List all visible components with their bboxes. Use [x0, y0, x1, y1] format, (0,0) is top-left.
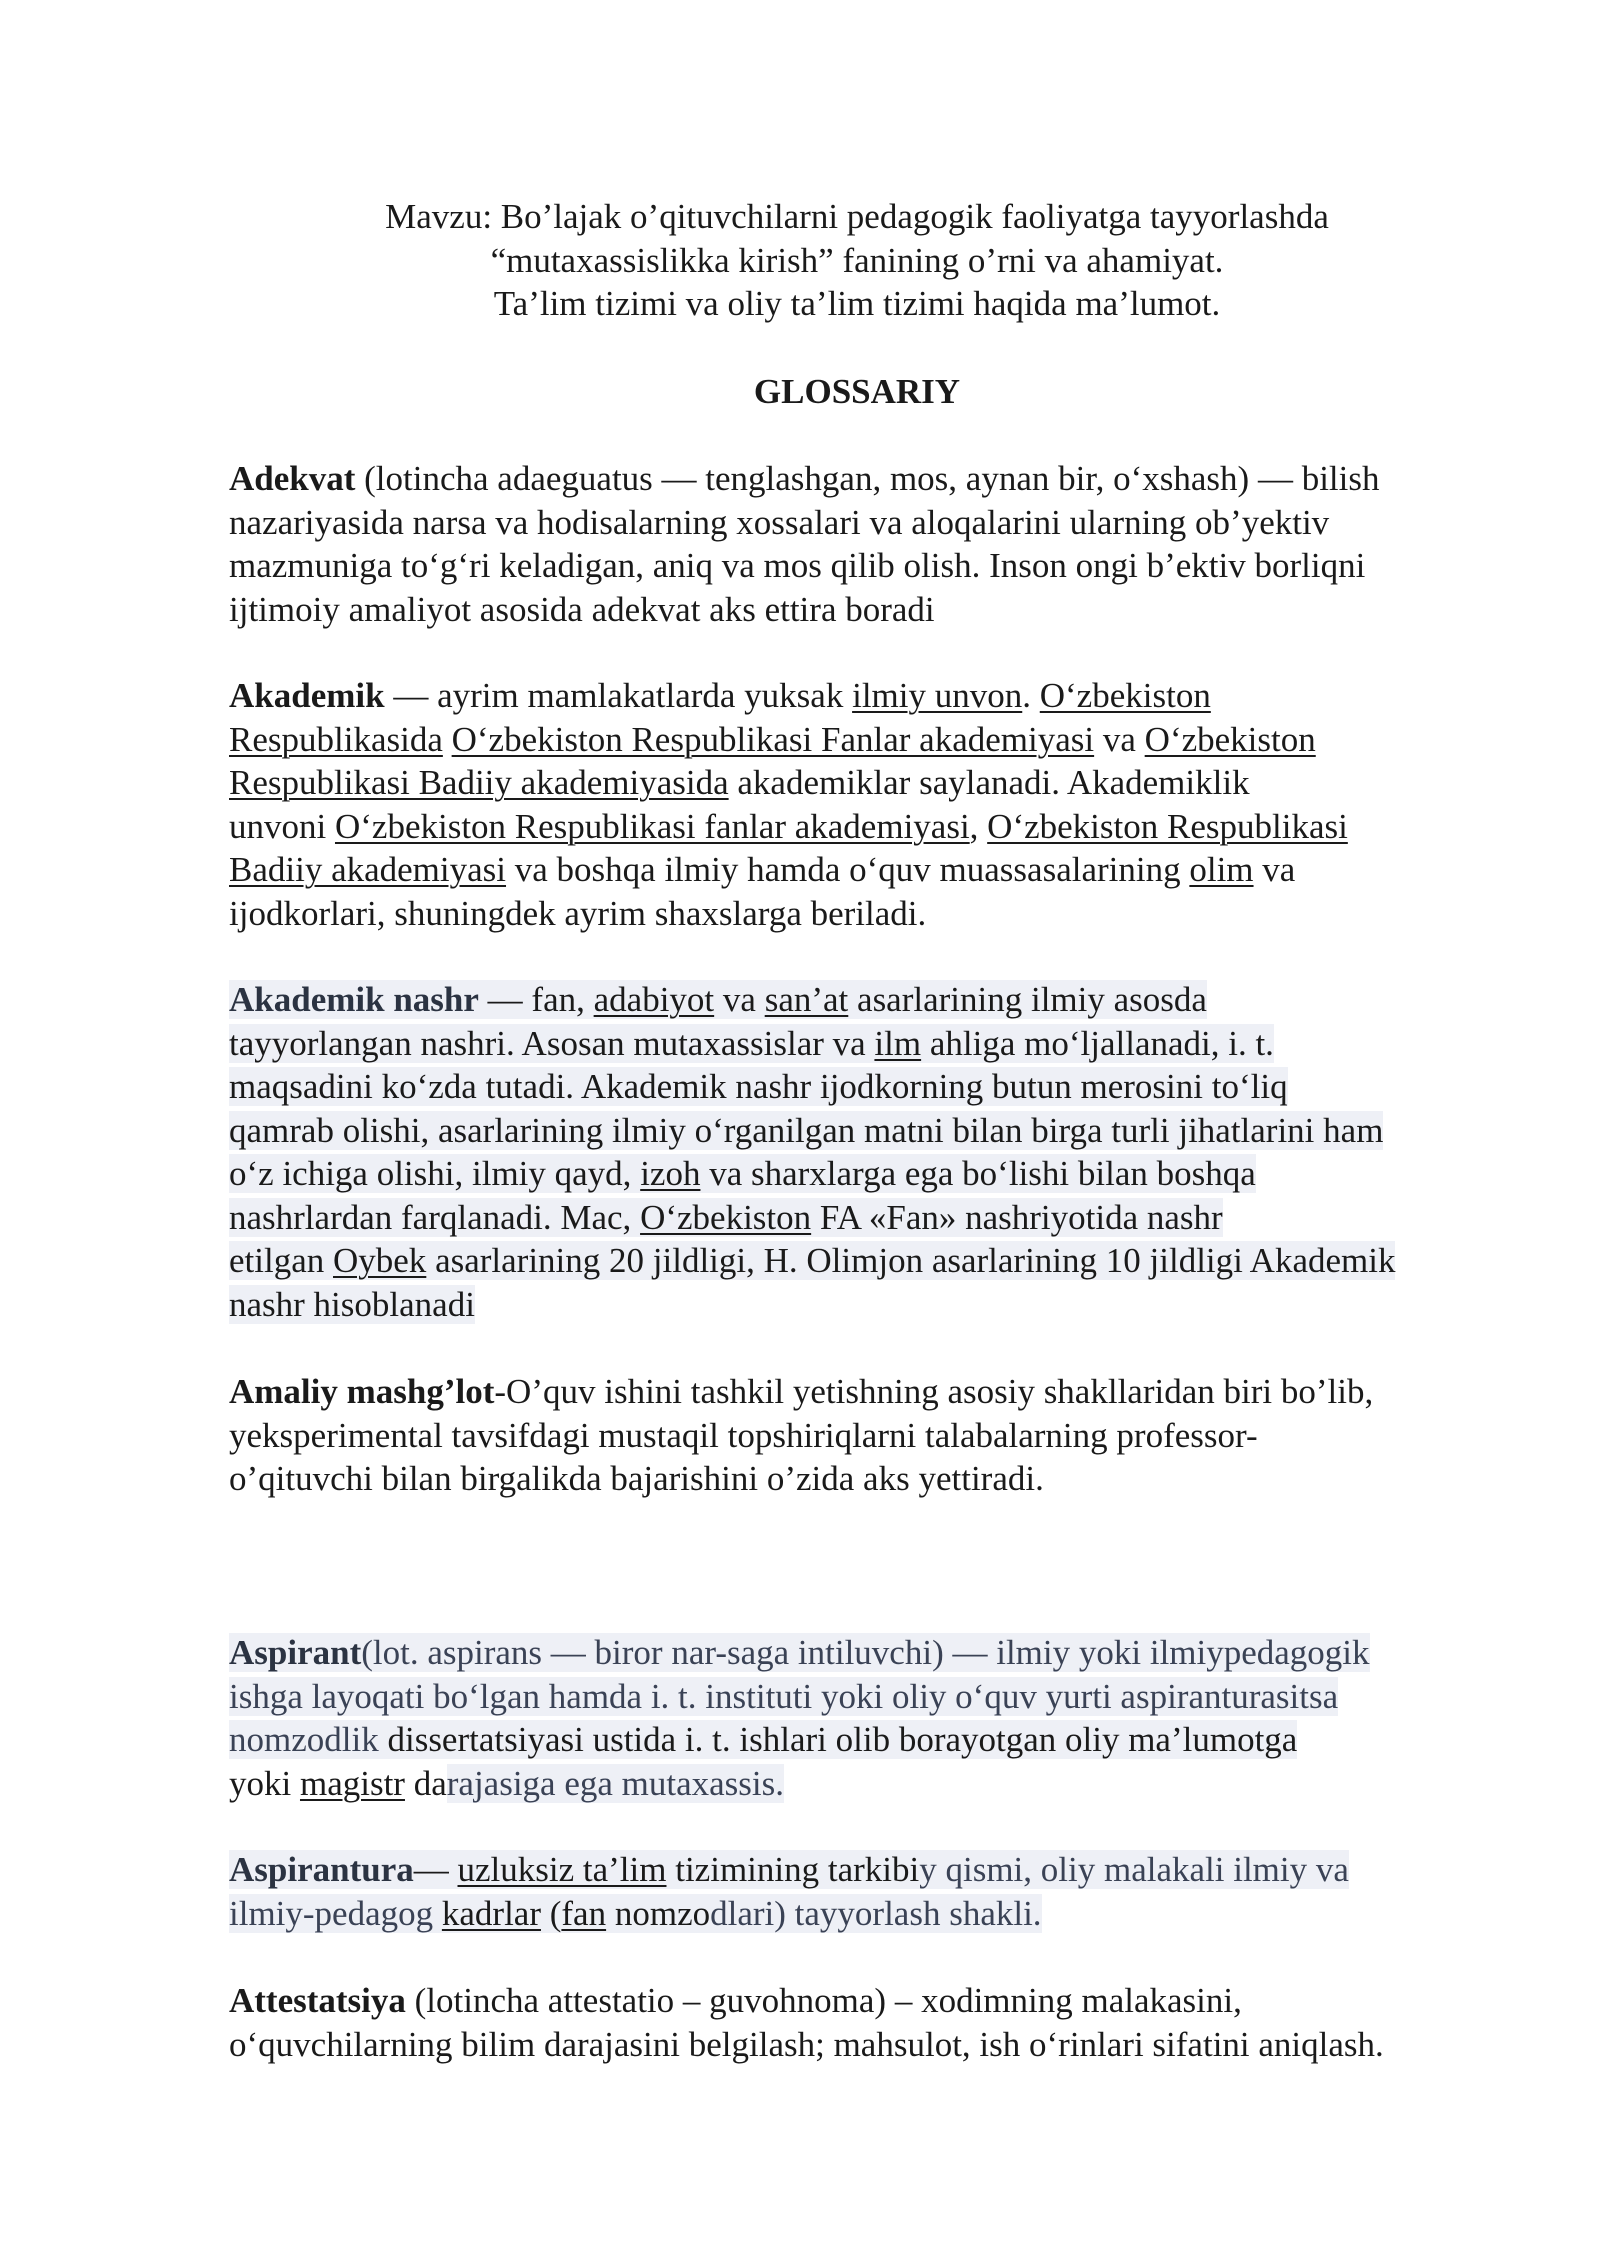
definition-text — [443, 720, 452, 759]
definition-text: mazmuniga toʻgʻri keladigan, aniq va mos qilib olish. Inson ongi bʼektiv borliqni — [229, 546, 1366, 585]
definition-text: va — [1094, 719, 1145, 759]
definition-text: , — [969, 806, 988, 846]
definition-text: dlari) tayyorlash shakli. — [710, 1893, 1042, 1933]
link-olim[interactable]: olim — [1189, 850, 1254, 889]
definition-text: (lotincha attestatio – guvohnoma) – xodimning malakasini, — [405, 1981, 1242, 2020]
definition-text: etilgan — [229, 1241, 333, 1280]
definition-text: ilmiy-pedagog — [229, 1893, 442, 1933]
definition-text: va — [1253, 850, 1296, 889]
definition-text: tayyorlangan nashri. Asosan mutaxassislar va — [229, 1023, 875, 1063]
definition-text: ( — [540, 1893, 562, 1933]
title-line-2: “mutaxassislikka kirish” fanining o’rni va ahamiyat. — [490, 240, 1224, 280]
definition-text: oʻquvchilarning bilim darajasini belgilash; mahsulot, ish oʻrinlari sifatini aniqlash. — [229, 2024, 1384, 2064]
glossary-entry-aspirantura — [229, 1848, 1529, 1935]
link-badiiy-akademiyasi[interactable]: Badiiy akademiyasi — [229, 850, 507, 889]
definition-text: — ayrim mamlakatlarda yuksak — [384, 676, 853, 715]
definition-text: o’qituvchi bilan birgalikda bajarishini o’zida aks yettiradi. — [229, 1459, 1044, 1498]
link-magistr[interactable]: magistr — [299, 1763, 405, 1803]
link-badiiy-akademiyasi[interactable]: Oʻzbekiston Respublikasi — [987, 806, 1348, 846]
definition-text: ijtimoiy amaliyot asosida adekvat aks ettira boradi — [229, 589, 935, 629]
definition-text: asarlarining ilmiy asosda — [848, 980, 1207, 1019]
definition-text: dissertatsiyasi ustida i. t. ishlari olib borayotgan oliy ma’lumotga — [378, 1720, 1298, 1759]
definition-text: akademiklar saylanadi. Akademiklik — [728, 763, 1250, 802]
glossary-entry-amaliy-mashglot — [229, 1370, 1529, 1501]
definition-text: asarlarining 20 jildligi, H. Olimjon asarlarining 10 jildligi Akademik — [426, 1241, 1396, 1280]
title-line-1: Mavzu: Bo’lajak o’qituvchilarni pedagogik faoliyatga tayyorlashda — [385, 197, 1329, 236]
definition-text: -O’quv ishini tashkil yetishning asosiy shakllaridan biri bo’lib, — [494, 1372, 1374, 1411]
definition-text: nomzo — [606, 1893, 711, 1933]
term-attestatsiya: Attestatsiya — [229, 1981, 406, 2020]
definition-text: nashrlardan farqlanadi. Mac, — [229, 1197, 641, 1237]
definition-text: ishga layoqati boʻlgan hamda i. t. instituti yoki oliy oʻquv yurti aspiranturasitsa — [229, 1676, 1339, 1716]
definition-text: unvoni — [229, 806, 335, 846]
link-fanlar-akademiyasi[interactable]: Oʻzbekiston Respublikasi Fanlar akademiyasi — [451, 719, 1095, 759]
link-adabiyot[interactable]: adabiyot — [593, 980, 715, 1019]
term-akademik: Akademik — [229, 676, 385, 715]
definition-text: ijodkorlari, shuningdek ayrim shaxslarga beriladi. — [229, 893, 927, 933]
link-izoh[interactable]: izoh — [640, 1154, 701, 1193]
term-amaliy-mashglot: Amaliy mashg’lot — [229, 1372, 495, 1411]
link-badiiy-akademiyasida[interactable]: Oʻzbekiston — [1144, 719, 1316, 759]
glossary-entry-attestatsiya — [229, 1979, 1529, 2066]
link-badiiy-akademiyasida[interactable]: Respublikasi Badiiy akademiyasida — [229, 763, 729, 802]
term-aspirant: Aspirant — [229, 1633, 362, 1672]
definition-text: FA «Fan» nashriyotida nashr — [811, 1197, 1223, 1237]
link-kadrlar[interactable]: kadrlar — [441, 1893, 541, 1933]
glossary-entry-akademik — [229, 674, 1529, 935]
definition-text: (lotincha adaeguatus — tenglashgan, mos, aynan bir, oʻxshash) — bilish — [355, 459, 1380, 498]
definition-text: oʻz ichiga olishi, ilmiy qayd, — [229, 1154, 641, 1193]
link-ilmiy-unvon[interactable]: ilmiy unvon — [852, 676, 1023, 715]
definition-text: va sharxlarga ega boʻlishi bilan boshqa — [700, 1154, 1256, 1193]
definition-text: nashr hisoblanadi — [229, 1284, 475, 1324]
link-ozbekiston-respublikasida[interactable]: Respublikasida — [229, 719, 443, 759]
definition-text: maqsadini koʻzda tutadi. Akademik nashr ijodkorning butun merosini toʻliq — [229, 1067, 1288, 1106]
definition-text: tizimining tarkibi — [666, 1850, 920, 1889]
definition-text: ahliga moʻljallanadi, i. t. — [921, 1023, 1274, 1063]
glossary-heading: GLOSSARIY — [753, 372, 961, 411]
definition-text: va boshqa ilmiy hamda oʻquv muassasalarining — [506, 850, 1190, 889]
definition-text: . — [1022, 676, 1040, 715]
glossary-entry-akademik-nashr — [229, 978, 1529, 1326]
link-uzluksiz-talim[interactable]: uzluksiz ta’lim — [457, 1850, 667, 1889]
definition-text: nomzodlik — [229, 1720, 379, 1759]
definition-text: yoki — [229, 1763, 300, 1803]
term-akademik-nashr: Akademik nashr — [229, 980, 479, 1019]
definition-text: da — [404, 1763, 447, 1803]
term-aspirantura: Aspirantura — [229, 1850, 414, 1889]
link-fan[interactable]: fan — [561, 1893, 607, 1933]
glossary-entry-aspirant — [229, 1631, 1529, 1805]
definition-text: — fan, — [478, 980, 594, 1019]
definition-text: nazariyasida narsa va hodisalarning xossalari va aloqalarini ularning obʼyektiv — [229, 502, 1330, 542]
definition-text: (lot. aspirans — biror nar-saga intiluvchi) — ilmiy yoki ilmiypedagogik — [361, 1633, 1370, 1672]
glossary-entry-adekvat — [229, 457, 1529, 631]
definition-text: va — [714, 980, 765, 1019]
definition-text: qamrab olishi, asarlarining ilmiy oʻrganilgan matni bilan birga turli jihatlarini ham — [229, 1110, 1384, 1150]
page-title — [229, 195, 1485, 326]
term-adekvat: Adekvat — [229, 459, 356, 498]
link-fanlar-akademiyasi-2[interactable]: Oʻzbekiston Respublikasi fanlar akademiyasi — [334, 806, 970, 846]
link-ozbekiston[interactable]: Oʻzbekiston — [640, 1197, 812, 1237]
link-ilm[interactable]: ilm — [874, 1023, 922, 1063]
definition-text: — — [413, 1850, 458, 1889]
title-line-3: Ta’lim tizimi va oliy ta’lim tizimi haqida ma’lumot. — [493, 284, 1221, 323]
definition-text: rajasiga ega mutaxassis. — [446, 1763, 785, 1803]
link-ozbekiston-respublikasida[interactable]: Oʻzbekiston — [1039, 676, 1211, 715]
definition-text: y qismi, oliy malakali ilmiy va — [919, 1850, 1349, 1889]
link-sanat[interactable]: san’at — [764, 980, 849, 1019]
definition-text: yeksperimental tavsifdagi mustaqil topshiriqlarni talabalarning professor- — [229, 1415, 1258, 1455]
link-oybek[interactable]: Oybek — [333, 1241, 427, 1280]
